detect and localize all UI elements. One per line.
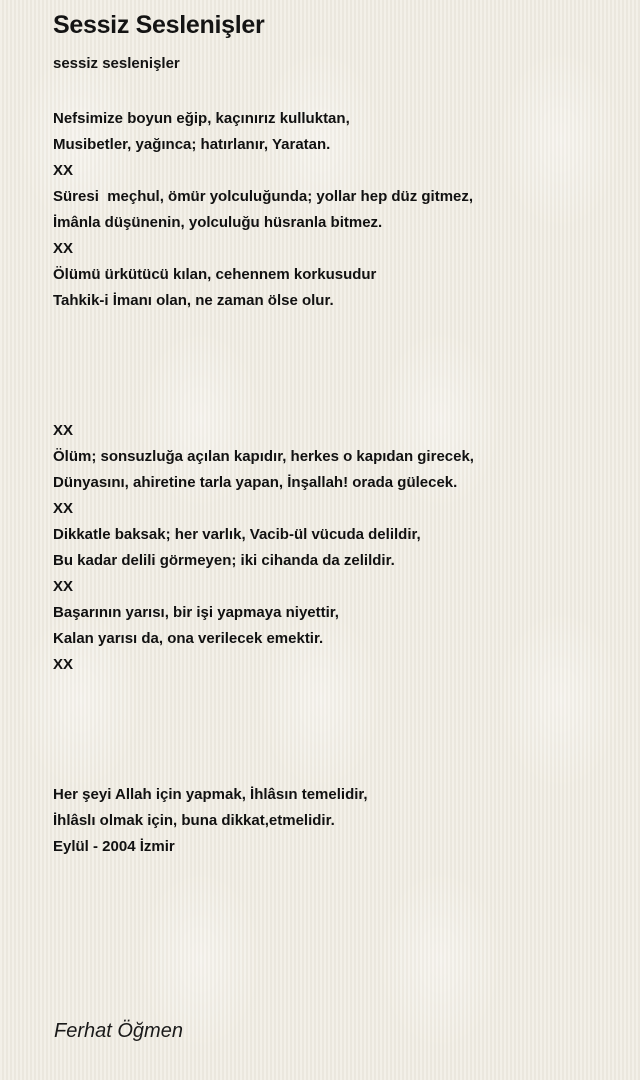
poem-line: XX	[53, 500, 74, 517]
blank-line	[53, 314, 613, 340]
poem-line: Musibetler, yağınca; hatırlanır, Yaratan.	[53, 136, 331, 153]
poem-line: Eylül - 2004 İzmir	[53, 838, 175, 855]
poem-line: Başarının yarısı, bir işi yapmaya niyettir,	[53, 604, 339, 621]
poem-line: XX	[53, 656, 74, 673]
poem-line: XX	[53, 422, 74, 439]
blank-line	[53, 340, 613, 366]
blank-line	[53, 366, 613, 392]
poem-line: Her şeyi Allah için yapmak, İhlâsın temelidir,	[53, 786, 368, 803]
poem-subtitle: sessiz seslenişler	[53, 55, 180, 72]
blank-line	[53, 756, 613, 782]
poem-line: İmânla düşünenin, yolculuğu hüsranla bitmez.	[53, 214, 383, 231]
poem-line: XX	[53, 240, 74, 257]
poem-line: Kalan yarısı da, ona verilecek emektir.	[53, 630, 324, 647]
poem-line: Ölüm; sonsuzluğa açılan kapıdır, herkes o kapıdan girecek,	[53, 448, 474, 465]
poem-line: İhlâslı olmak için, buna dikkat,etmelidir.	[53, 812, 335, 829]
poem-line: Süresi meçhul, ömür yolculuğunda; yollar hep düz gitmez,	[53, 188, 474, 205]
blank-line	[53, 392, 613, 418]
poem-line: XX	[53, 162, 74, 179]
poem-line: XX	[53, 578, 74, 595]
poem-body	[53, 106, 613, 860]
blank-line	[53, 678, 613, 704]
poem-line: Dikkatle baksak; her varlık, Vacib-ül vücuda delildir,	[53, 526, 421, 543]
poem-line: Ölümü ürkütücü kılan, cehennem korkusudur	[53, 266, 377, 283]
blank-line	[53, 730, 613, 756]
author-name: Ferhat Öğmen	[54, 1020, 183, 1042]
poem-title: Sessiz Seslenişler	[53, 11, 265, 39]
poem-line: Bu kadar delili görmeyen; iki cihanda da zelildir.	[53, 552, 395, 569]
poem-line: Dünyasını, ahiretine tarla yapan, İnşallah! orada gülecek.	[53, 474, 458, 491]
blank-line	[53, 704, 613, 730]
poem-line: Nefsimize boyun eğip, kaçınırız kulluktan,	[53, 110, 350, 127]
poem-line: Tahkik-i İmanı olan, ne zaman ölse olur.	[53, 292, 334, 309]
